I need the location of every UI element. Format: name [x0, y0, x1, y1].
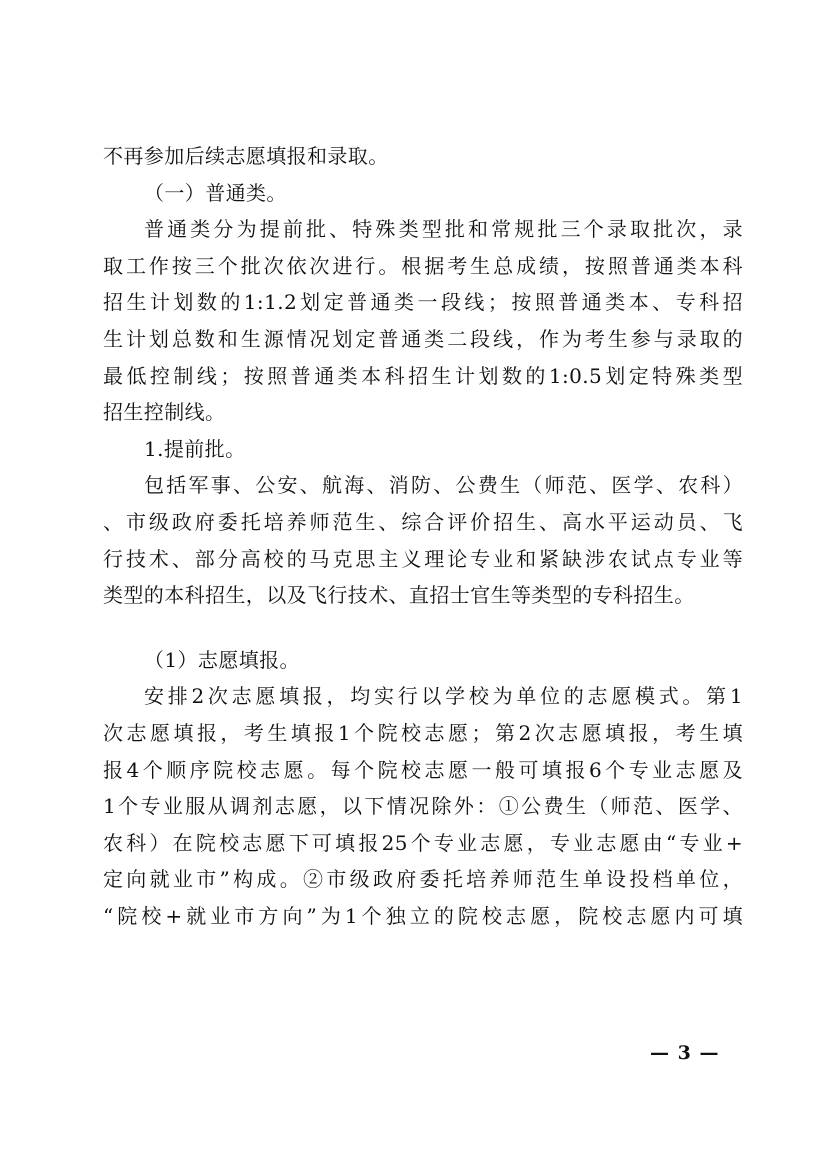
text-line: 类型的本科招生，以及飞行技术、直招士官生等类型的专科招生。 — [103, 583, 695, 608]
text-line: 行技术、部分高校的马克思主义理论专业和紧缺涉农试点专业等 — [103, 546, 743, 571]
paragraph-continuation — [103, 138, 743, 175]
paragraph-general-batches — [103, 211, 743, 431]
text-line: 招生计划数的1:1.2划定普通类一段线；按照普通类本、专科招 — [103, 290, 743, 315]
text-line: 、市级政府委托培养师范生、综合评价招生、高水平运动员、飞 — [103, 509, 743, 534]
subheading-application — [103, 642, 743, 679]
paragraph-early-batch-scope — [103, 467, 743, 613]
subheading-early-batch — [103, 431, 743, 468]
text-line: 报4个顺序院校志愿。每个院校志愿一般可填报6个专业志愿及 — [103, 757, 743, 782]
paragraph-gap — [103, 614, 743, 642]
text-line: （一）普通类。 — [144, 180, 287, 205]
paragraph-application-rules — [103, 678, 743, 934]
text-line: 农科）在院校志愿下可填报25个专业志愿，专业志愿由“专业+ — [103, 830, 743, 855]
text-line: 次志愿填报，考生填报1个院校志愿；第2次志愿填报，考生填 — [103, 720, 743, 745]
text-line: 最低控制线；按照普通类本科招生计划数的1:0.5划定特殊类型 — [103, 363, 743, 388]
text-line: 安排2次志愿填报，均实行以学校为单位的志愿模式。第1 — [144, 684, 743, 709]
text-line: 生计划总数和生源情况划定普通类二段线，作为考生参与录取的 — [103, 326, 743, 351]
text-line: 取工作按三个批次依次进行。根据考生总成绩，按照普通类本科 — [103, 253, 743, 278]
text-line: 普通类分为提前批、特殊类型批和常规批三个录取批次，录 — [144, 217, 743, 242]
text-line: 1.提前批。 — [144, 436, 246, 461]
section-heading-general — [103, 175, 743, 212]
text-line: 定向就业市”构成。②市级政府委托培养师范生单设投档单位， — [103, 867, 743, 892]
text-line: 不再参加后续志愿填报和录取。 — [103, 144, 389, 168]
text-line: 招生控制线。 — [103, 400, 226, 425]
text-line: 1个专业服从调剂志愿，以下情况除外：①公费生（师范、医学、 — [103, 794, 743, 819]
body-text — [103, 138, 743, 934]
text-line: “院校+就业市方向”为1个独立的院校志愿，院校志愿内可填 — [103, 903, 743, 928]
page-number: — 3 — — [650, 1042, 720, 1064]
text-line: （1）志愿填报。 — [144, 647, 300, 672]
text-line: 包括军事、公安、航海、消防、公费生（师范、医学、农科） — [144, 473, 743, 498]
